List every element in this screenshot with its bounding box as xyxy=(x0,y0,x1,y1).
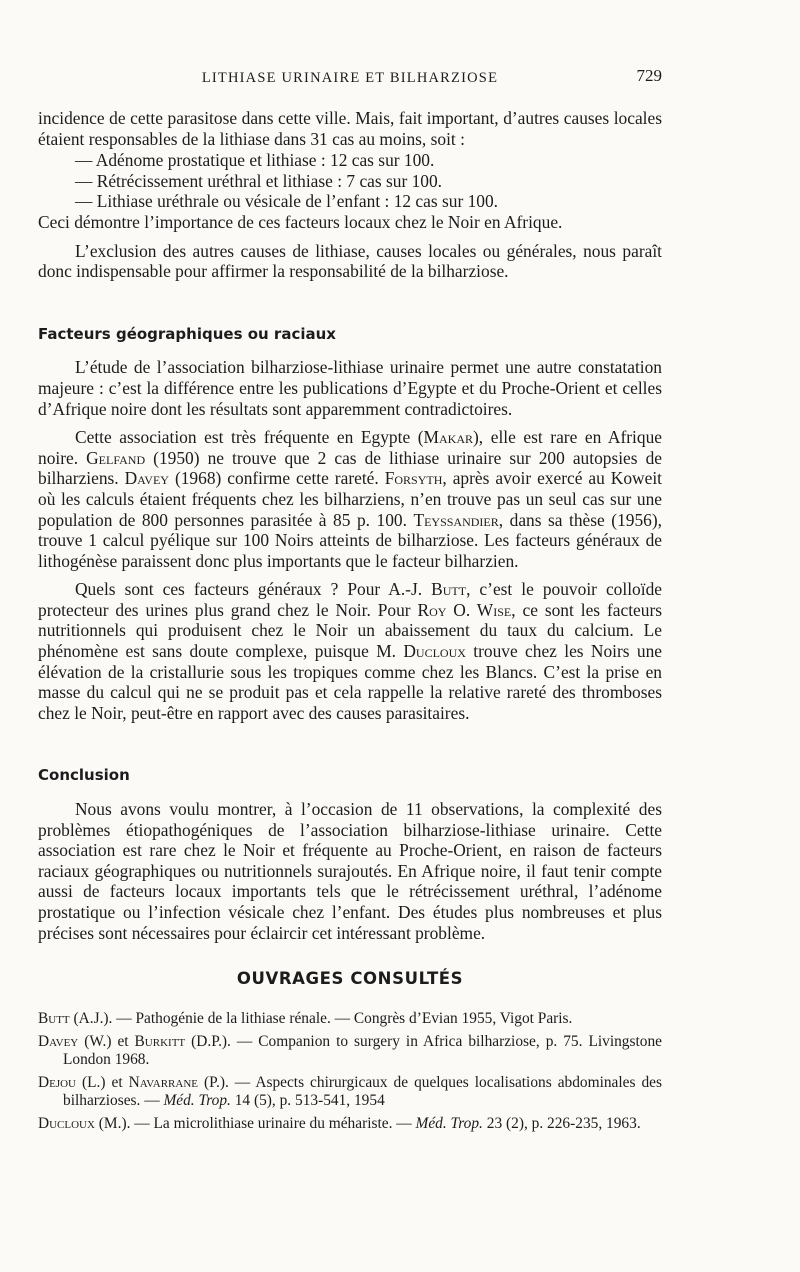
cause-list xyxy=(38,150,662,212)
reference-list xyxy=(38,1010,662,1133)
list-item: — Lithiase uréthrale ou vésicale de l’enfant : 12 cas sur 100. xyxy=(75,191,499,212)
author-name: Gelfand xyxy=(86,447,146,468)
author-name: Butt xyxy=(431,579,467,600)
running-title: LITHIASE URINAIRE ET BILHARZIOSE xyxy=(201,70,499,86)
page-number: 729 xyxy=(636,66,662,85)
reference-item: Dejou (L.) et Navarrane (P.). — Aspects chirurgicaux de quelques localisations abdominales des bilharzioses. — Méd. Trop. 14 (5), p. 513-541, 1954 xyxy=(38,1073,662,1109)
author-name: Teyssandier xyxy=(413,509,499,530)
author-name: Davey xyxy=(124,468,169,489)
intro-paragraph: incidence de cette parasitose dans cette ville. Mais, fait important, d’autres causes locales étaient responsables de la lithiase dans 31 cas au moins, soit : xyxy=(38,108,662,149)
paragraph-factors: Quels sont ces facteurs généraux ? Pour A.-J. Butt, c’est le pouvoir colloïde protecteur des urines plus grand chez le Noir. Pour Roy O. Wise, ce sont les facteurs nutritionnels qui produisent chez le Noir un abaissement du taux du calcium. Le phénomène est sans doute complexe, puisque M. Ducloux trouve chez les Noirs une élévation de la cristallurie sous les tropiques comme chez les Blancs. C’est la prise en masse du calcul qui ne se produit pas et cela rappelle la relative rareté des thromboses chez le Noir, peut-être en rapport avec des causes parasitaires. xyxy=(38,579,663,723)
section-heading-conclusion: Conclusion xyxy=(38,766,130,785)
author-name: Ducloux xyxy=(403,641,466,662)
author-name: Makar xyxy=(423,427,474,448)
conclusion-paragraph: Nous avons voulu montrer, à l’occasion de 11 observations, la complexité des problèmes étiopathogéniques de l’association bilharziose-lithiase urinaire. Cette association est rare chez le Noir et fréquente au Proche-Orient, en raison de facteurs raciaux géographiques ou nutritionnels surajoutés. En Afrique noire, il faut tenir compte aussi de facteurs locaux importants tels que le rétrécissement uréthral, l’adénome prostatique ou l’infection vésicale chez l’enfant. Des études plus nombreuses et plus précises sont nécessaires pour éclaircir cet intéressant problème. xyxy=(38,799,662,943)
intro-conclusion-line: Ceci démontre l’importance de ces facteurs locaux chez le Noir en Afrique. xyxy=(38,211,563,232)
list-item: — Rétrécissement uréthral et lithiase : 7 cas sur 100. xyxy=(75,170,443,191)
exclusion-paragraph: L’exclusion des autres causes de lithiase, causes locales ou générales, nous paraît donc indispensable pour affirmer la responsabilité de la bilharziose. xyxy=(38,240,662,282)
author-name: Forsyth xyxy=(384,468,443,489)
page-body xyxy=(38,108,662,1138)
reference-item: Butt (A.J.). — Pathogénie de la lithiase rénale. — Congrès d’Evian 1955, Vigot Paris. xyxy=(38,1009,573,1027)
section-heading-geographic: Facteurs géographiques ou raciaux xyxy=(38,324,336,343)
paragraph-association: Cette association est très fréquente en Egypte (Makar), elle est rare en Afrique noire. Gelfand (1950) ne trouve que 2 cas de lithiase urinaire sur 200 autopsies de bilharziens. Davey (1968) confirme cette rareté. Forsyth, après avoir exercé au Koweit où les calculs étaient fréquents chez les bilharziens, n’en trouve pas un seul cas sur une population de 800 personnes parasitée à 85 p. 100. Teyssandier, dans sa thèse (1956), trouve 1 calcul pyélique sur 100 Noirs atteints de bilharziose. Les facteurs généraux de lithogénèse paraissent donc plus importants que le facteur bilharzien. xyxy=(38,427,662,571)
references-heading: OUVRAGES CONSULTÉS xyxy=(236,969,464,989)
reference-item: Davey (W.) et Burkitt (D.P.). — Companion to surgery in Africa bilharziose, p. 75. Livingstone London 1968. xyxy=(38,1032,662,1068)
author-name: Roy O. Wise xyxy=(417,599,512,620)
list-item: — Adénome prostatique et lithiase : 12 cas sur 100. xyxy=(75,150,435,171)
reference-item: Ducloux (M.). — La microlithiase urinaire du méhariste. — Méd. Trop. 23 (2), p. 226-235, 1963. xyxy=(38,1114,641,1132)
paragraph-study: L’étude de l’association bilharziose-lithiase urinaire permet une autre constatation majeure : c’est la différence entre les publications d’Egypte et du Proche-Orient et celles d’Afrique noire dont les résultats sont apparemment contradictoires. xyxy=(38,357,662,419)
